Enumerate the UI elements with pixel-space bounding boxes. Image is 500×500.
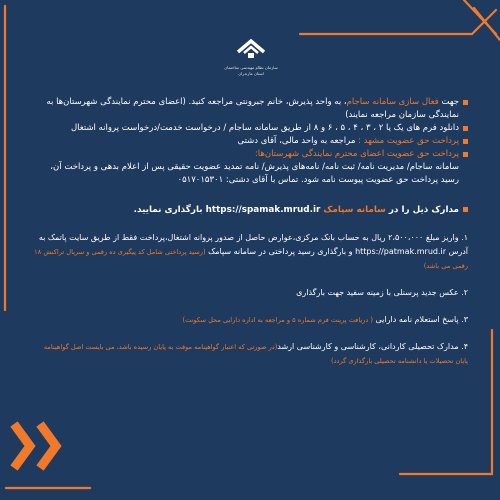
bullet-text: دانلود فرم های یک یا ۲ ، ۳ ، ۴ ، ۵ ، ۶ و ۸ از طریق سامانه ساجام / درخواست خدمت/درخواست پروانه اشتغال xyxy=(70,123,459,133)
bullet-item-fee-branches xyxy=(30,148,468,161)
bullet-square-icon xyxy=(463,207,468,212)
bullet-square-icon xyxy=(463,126,468,131)
bullet-text xyxy=(255,148,459,161)
bullet-highlight: فعال سازی سامانه ساجام xyxy=(346,97,439,107)
bullet-text-segment: جهت xyxy=(438,97,459,107)
upload-instruction xyxy=(30,203,468,217)
bullet-item-forms xyxy=(30,122,468,135)
chevron-icons xyxy=(14,424,56,468)
upload-text xyxy=(134,203,459,217)
document-item-1 xyxy=(30,231,468,273)
document-item-3 xyxy=(30,313,468,327)
item-main-text: ۳. پاسخ استعلام نامه دارایی xyxy=(375,315,468,324)
bullet-highlight: پرداخت حق عضویت اعضای محترم نمایندگی شهرستان‌ها: xyxy=(254,149,459,159)
item-note: (رسید پرداختی شامل کد پیگیری ده رقمی و سریال تراکنش ۱۸ رقمی می باشد) xyxy=(34,248,468,270)
logo-text-line2: استان مازندران xyxy=(238,71,264,76)
bullet-text-segment: مراجعه به واحد مالی، آقای دشتی xyxy=(237,136,356,146)
item-note: ( دریافت پرینت فرم شماره ۵ و مراجعه به اداره دارایی محل سکونت) xyxy=(182,316,373,324)
bullet-text xyxy=(237,135,459,148)
upload-url-link[interactable]: https://spamak.mrud.ir xyxy=(205,205,321,215)
upload-prefix: مدارک ذیل را در xyxy=(385,205,459,215)
item-note: (در صورتی که اعتبار گواهینامه موقت به پایان رسیده باشد، می بایست اصل گواهینامه پایان تحصیلات یا دانشنامه تحصیلی بارگذاری گردد) xyxy=(43,343,468,365)
house-roof-logo-icon xyxy=(236,38,266,60)
bullet-square-icon xyxy=(463,139,468,144)
document-item-2 xyxy=(30,286,468,300)
bullet-text-segment: ، به واحد پذیرش، خانم جبرونتی مراجعه کنید. (اعضای محترم نمایندگی شهرستان‌ها به نمایندگی سازمان مراجعه نمایند) xyxy=(46,97,459,120)
upload-system-name: سامانه سپامک xyxy=(323,205,386,215)
bullet-highlight: پرداخت حق عضویت مشهد : xyxy=(355,136,459,146)
bullet-square-icon xyxy=(463,152,468,157)
organization-logo xyxy=(222,38,280,80)
bullet-continuation: سامانه ساجام/ مدیریت نامه/ ثبت نامه/ نامه‌های پذیرش/ نامه تمدید عضویت حقیقی پس از اعلام بدهی و پرداخت آن، رسید پرداخت حق عضویت پیوست نامه شود. تماس با آقای دشتی: ۰۵۱۷۰۱۵۳۰۱ xyxy=(50,162,459,185)
bullet-text xyxy=(30,96,459,122)
bullet-square-icon xyxy=(463,100,468,105)
logo-text-line1: سازمان نظام مهندسی ساختمان xyxy=(224,65,278,70)
item-main-text: ۲. عکس جدید پرسنلی با زمینه سفید جهت بارگذاری xyxy=(296,288,468,297)
item-main-text: ۱. واریز مبلغ ۲،۵۰۰،۰۰۰ ریال به حساب بانک مرکزی،عوارض حاصل از صدور پروانه اشتغال،پرداخت فقط از طریق سایت پاتمک به آدرس https://patmak.mrud.ir و بارگذاری رسید پرداختی در سامانه سپامک xyxy=(38,233,468,256)
document-item-4 xyxy=(30,340,468,368)
top-line xyxy=(300,10,496,34)
content-area xyxy=(30,96,468,368)
bullet-item-fee-mashhad xyxy=(30,135,468,148)
upload-suffix: بارگذاری نمایید. xyxy=(133,205,206,215)
bullet-item-activation xyxy=(30,96,468,122)
item-main-text: ۴. مدارک تحصیلی کاردانی، کارشناسی و کارشناسی ارشد xyxy=(277,342,468,351)
